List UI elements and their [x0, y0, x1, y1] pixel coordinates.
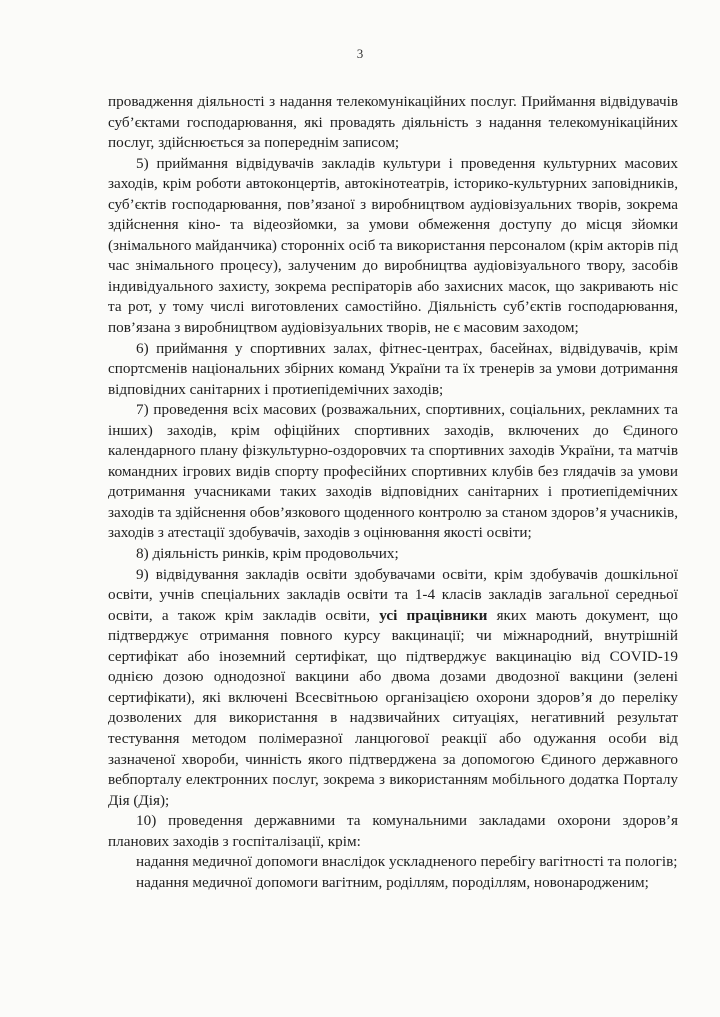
paragraph-item-10-sub-2: надання медичної допомоги вагітним, роділлям, породіллям, новонародженим;	[136, 873, 649, 891]
item-9-bold-text: усі працівники	[379, 606, 488, 624]
paragraph-continuation: провадження діяльності з надання телекомунікаційних послуг. Приймання відвідувачів суб’єктами господарювання, які провадять діяльність з надання телекомунікаційних послуг, здійснюється за попереднім записом;	[108, 93, 678, 152]
paragraph-item-8: 8) діяльність ринків, крім продовольчих;	[136, 545, 399, 563]
paragraph-item-9	[108, 565, 678, 812]
item-9-text-after: яких мають документ, що підтверджує отримання повного курсу вакцинації; чи міжнародний, внутрішній сертифікат або іноземний сертифікат, що підтверджує вакцинацію від COVID-19 однією дозою однодозної вакцини або двома дозами дводозної вакцини (зелені сертифікати), які включені Всесвітньою організацією охорони здоров’я до переліку дозволених для використання в надзвичайних ситуаціях, негативний результат тестування методом полімеразної ланцюгової реакції або одужання особи від зазначеної хвороби, чинність якого підтверджена за допомогою Єдиного державного вебпорталу електронних послуг, зокрема з використанням мобільного додатка Порталу Дія (Дія);	[108, 606, 678, 809]
paragraph-item-5: 5) приймання відвідувачів закладів культури і проведення культурних масових заходів, крім роботи автоконцертів, автокінотеатрів, історико-культурних заповідників, суб’єктів господарювання, пов’язаної з виробництвом аудіовізуальних творів, зокрема здійснення кіно- та відеозйомки, за умови обмеження доступу до місця зйомки (знімального майданчика) сторонніх осіб та використання персоналом (крім акторів під час знімального процесу), залученим до виробництва аудіовізуального твору, засобів індивідуального захисту, зокрема респіраторів або захисних масок, що закривають ніс та рот, у тому числі виготовлених самостійно. Діяльність суб’єктів господарювання, пов’язана з виробництвом аудіовізуальних творів, не є масовим заходом;	[108, 154, 678, 337]
paragraph-item-10-sub-1: надання медичної допомоги внаслідок ускладненого перебігу вагітності та пологів;	[136, 853, 678, 871]
document-body	[108, 92, 678, 893]
page-number: 3	[356, 46, 364, 61]
paragraph-item-7: 7) проведення всіх масових (розважальних, спортивних, соціальних, рекламних та інших) заходів, крім офіційних спортивних заходів, включених до Єдиного календарного плану фізкультурно-оздоровчих та спортивних заходів України, та матчів командних ігрових видів спорту професійних спортивних клубів без глядачів за умови дотримання учасниками таких заходів відповідних санітарних і протиепідемічних заходів та здійснення обов’язкового щоденного контролю за станом здоров’я учасників, заходів з атестації здобувачів, заходів з оцінювання якості освіти;	[108, 401, 678, 542]
item-9-text-before: 9) відвідування закладів освіти здобувачами освіти, крім здобувачів дошкільної освіти, учнів спеціальних закладів освіти та 1-4 класів закладів загальної середньої освіти, а також крім закладів освіти,	[108, 565, 678, 624]
paragraph-item-6: 6) приймання у спортивних залах, фітнес-центрах, басейнах, відвідувачів, крім спортсменів національних збірних команд України та їх тренерів за умови дотримання відповідних санітарних і протиепідемічних заходів;	[108, 339, 678, 398]
paragraph-item-10: 10) проведення державними та комунальними закладами охорони здоров’я планових заходів з госпіталізації, крім:	[108, 812, 678, 850]
